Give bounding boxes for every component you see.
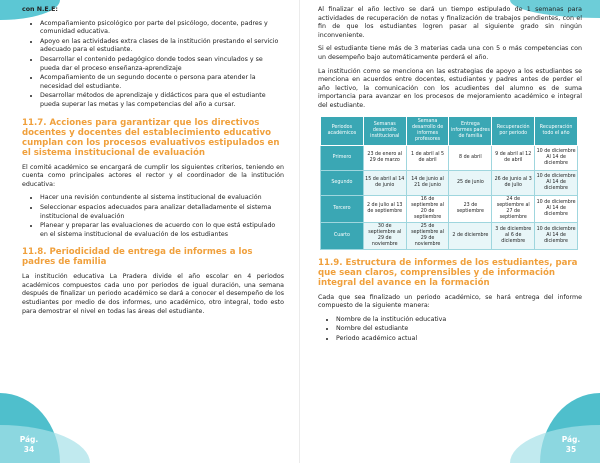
periods-paragraph: La institución educativa La Pradera divide el año escolar en 4 periodos académicos compuestos cada uno por periodos de igual duración, una semana después de finalizar un periodo académico se dará a conocer el desempeño de los estudiantes por medio de dos informes, uno académico, otro integral, todo esto para demostrar el nivel en todas las áreas del estudiante. [22, 273, 284, 315]
table-cell: Tercero [321, 195, 364, 222]
left-page-content [22, 6, 284, 321]
table-cell: 1 de abril al 5 de abril [406, 145, 449, 170]
report-contents-list [318, 316, 582, 344]
table-header: Semana desarrollo de informes profesores [406, 116, 449, 145]
table-row [321, 145, 578, 170]
table-cell: 25 de junio [449, 170, 492, 195]
page-number: 34 [23, 445, 35, 454]
table-cell: Primero [321, 145, 364, 170]
table-header: Periodos académicos [321, 116, 364, 145]
list-item: • Apoyo en las actividades extra clases de la institución prestando el servicio adecuado para el estudiante. [40, 38, 284, 55]
institution-paragraph: La institución como se menciona en las estrategias de apoyo a los estudiantes se menciona en acuerdos entre docentes, estudiantes y padres antes de perder el año lectivo, la comunicación con los acudientes del alumno es de suma importancia para avanzar en los procesos de mejoramiento académico e integral del estudiante. [318, 67, 582, 109]
list-item: • Nombre del estudiante [336, 325, 582, 334]
table-cell: 8 de abril [449, 145, 492, 170]
page-number-left [14, 435, 44, 455]
page-number: 35 [565, 445, 577, 454]
list-item: • Planear y preparar las evaluaciones de acuerdo con lo que está estipulado en el sistema institucional de evaluación de los estudiantes [40, 222, 284, 239]
three-subjects-paragraph: Si el estudiante tiene más de 3 materias cada una con 5 o más competencias con un desempeño bajo automáticamente perderá el año. [318, 45, 582, 61]
table-cell: 26 de junio al 3 de julio [492, 170, 535, 195]
each-period-paragraph: Cada que sea finalizado un periodo académico, se hará entrega del informe compuesto de la siguiente manera: [318, 293, 582, 310]
table-cell: 23 de enero al 29 de marzo [363, 145, 406, 170]
list-item: • Acompañamiento psicológico por parte del psicólogo, docente, padres y comunidad educativa. [40, 20, 284, 37]
list-item: • Acompañamiento de un segundo docente o persona para atender la necesidad del estudiante. [40, 74, 284, 91]
section-heading-11-8: 11.8. Periodicidad de entrega de informes a los padres de familia [22, 247, 253, 268]
table-cell: 30 de septiembre al 29 de noviembre [363, 222, 406, 249]
table-row [321, 195, 578, 222]
table-cell: 10 de diciembre Al 14 de diciembre [535, 170, 578, 195]
list-item: • Hacer una revisión contundente al sistema institucional de evaluación [40, 194, 284, 203]
table-cell: 2 de julio al 13 de septiembre [363, 195, 406, 222]
table-row [321, 170, 578, 195]
committee-criteria-list [22, 194, 284, 239]
table-cell: Segundo [321, 170, 364, 195]
table-cell: 23 de septiembre [449, 195, 492, 222]
table-cell: 24 de septiembre al 27 de septiembre [492, 195, 535, 222]
table-row [321, 222, 578, 249]
periods-table [320, 116, 578, 250]
table-cell: 14 de junio al 21 de junio [406, 170, 449, 195]
table-cell: Cuarto [321, 222, 364, 249]
table-header: Recuperación por periodo [492, 116, 535, 145]
section-heading-11-7: 11.7. Acciones para garantizar que los directivos docentes y docentes del establecimiento educativo cumplan con los procesos evaluativos estipulados en el sistema institucional de evaluación [22, 117, 280, 158]
list-item: • Nombre de la institución educativa [336, 316, 582, 325]
page-label: Pág. [19, 435, 39, 444]
table-cell: 2 de diciembre [449, 222, 492, 249]
table-header: Entrega informes padres de familia [449, 116, 492, 145]
right-page-content [318, 6, 582, 350]
table-header: Recuperación todo el año [535, 116, 578, 145]
table-cell: 25 de septiembre al 29 de noviembre [406, 222, 449, 249]
intro-label: con N.E.E: [22, 6, 58, 13]
list-item: • Desarrollar métodos de aprendizaje y didácticos para que el estudiante pueda superar las metas y las competencias del año a cursar. [40, 92, 284, 109]
table-cell: 9 de abril al 12 de abril [492, 145, 535, 170]
table-cell: 15 de abril al 14 de junio [363, 170, 406, 195]
list-item: • Desarrollar el contenido pedagógico donde todos sean vinculados y se pueda dar el proceso enseñanza-aprendizaje [40, 56, 284, 73]
page-label: Pág. [561, 435, 581, 444]
table-cell: 16 de septiembre al 20 de septiembre [406, 195, 449, 222]
list-item: • Periodo académico actual [336, 335, 582, 344]
list-item: • Seleccionar espacios adecuados para analizar detalladamente el sistema institucional de evaluación [40, 204, 284, 221]
table-cell: 10 de diciembre Al 14 de diciembre [535, 195, 578, 222]
table-cell: 3 de diciembre al 6 de diciembre [492, 222, 535, 249]
decorative-corner-bottom-right-light [510, 425, 600, 463]
end-year-paragraph: Al finalizar el año lectivo se dará un tiempo estipulado de 1 semanas para actividades de recuperación de notas y finalización de trabajos pendientes, con el fin de que los estudiantes logren pasar al siguiente grado sin ningún inconveniente. [318, 6, 582, 39]
table-cell: 10 de diciembre Al 14 de diciembre [535, 222, 578, 249]
table-header: Semanas desarrollo institucional [363, 116, 406, 145]
support-actions-list [22, 20, 284, 110]
section-heading-11-9: 11.9. Estructura de informes de los estudiantes, para que sean claros, comprensibles y de información integral del avance en la formación [318, 257, 578, 288]
table-header-row [321, 116, 578, 145]
table-cell: 10 de diciembre Al 14 de diciembre [535, 145, 578, 170]
page-number-right [556, 435, 586, 455]
committee-paragraph: El comité académico se encargará de cumplir los siguientes criterios, teniendo en cuenta como principales actores el rector y el coordinador de la institución educativa: [22, 163, 284, 188]
